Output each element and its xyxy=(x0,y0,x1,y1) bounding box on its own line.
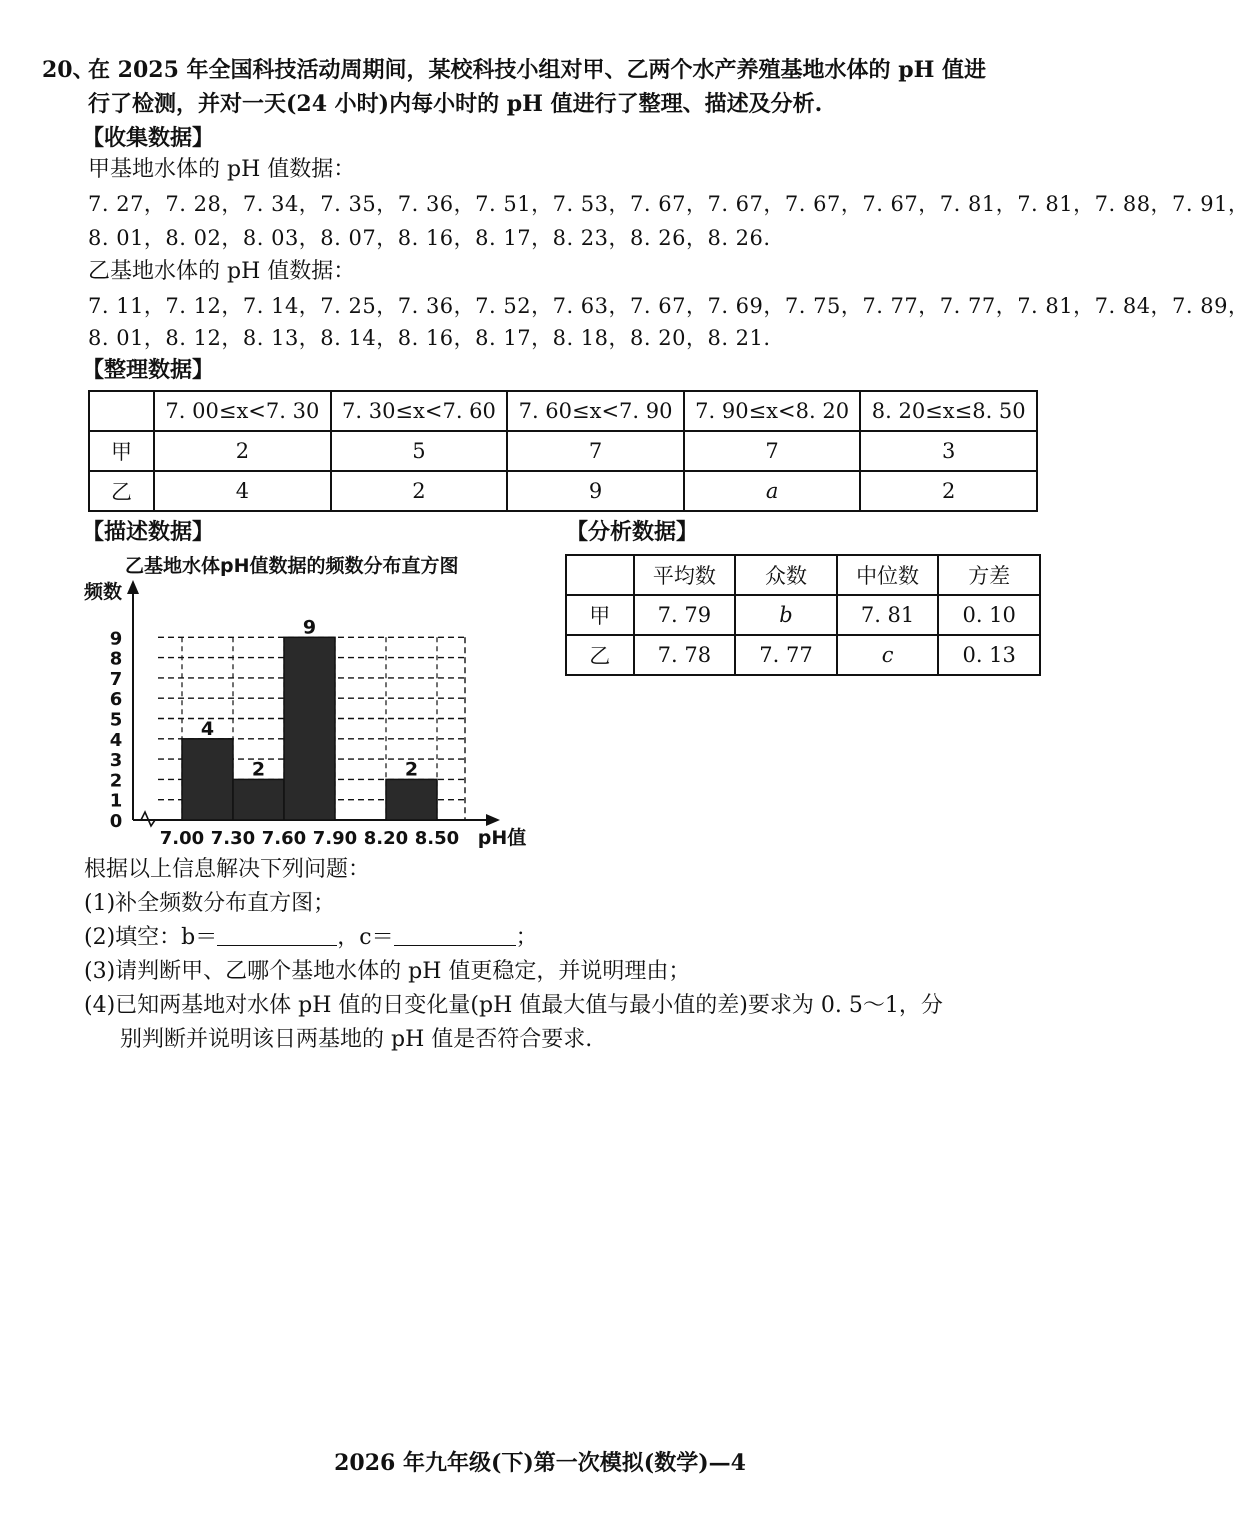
jia-data-line2: 8. 01，8. 02，8. 03，8. 07，8. 16，8. 17，8. 23，8. 26，8. 26. xyxy=(88,226,771,250)
page-footer: 2026 年九年级(下)第一次模拟(数学)—4 xyxy=(334,1450,746,1476)
problem-2-end: ； xyxy=(515,925,538,950)
y-tick-label: 8 xyxy=(109,648,123,670)
row-label: 甲 xyxy=(566,595,634,635)
problem-3: (3)请判断甲、乙哪个基地水体的 pH 值更稳定，并说明理由； xyxy=(84,959,691,984)
table-row xyxy=(566,595,1040,635)
question-intro-line1: 在 2025 年全国科技活动周期间，某校科技小组对甲、乙两个水产养殖基地水体的 pH 值进 xyxy=(88,57,987,83)
table-header-cell: 平均数 xyxy=(634,555,736,595)
y-tick-label: 4 xyxy=(109,729,123,751)
table-header-cell: 7. 30≤x<7. 60 xyxy=(331,391,508,431)
histogram-bar xyxy=(182,739,233,820)
table-cell: 7 xyxy=(684,431,861,471)
problem-2 xyxy=(84,922,538,954)
y-tick-label: 5 xyxy=(109,709,123,731)
jia-data-title: 甲基地水体的 pH 值数据： xyxy=(88,157,356,182)
yi-data-line2: 8. 01，8. 12，8. 13，8. 14，8. 16，8. 17，8. 18，8. 20，8. 21. xyxy=(88,326,771,350)
question-number: 20、 xyxy=(42,57,95,83)
table-cell: 4 xyxy=(154,471,331,511)
x-axis-arrow-icon xyxy=(486,814,500,826)
x-tick-label: 7.60 xyxy=(261,828,307,849)
statistics-table-header xyxy=(566,555,1040,595)
table-cell: a xyxy=(684,471,861,511)
y-tick-label: 6 xyxy=(109,689,123,711)
jia-data-line1: 7. 27，7. 28，7. 34，7. 35，7. 36，7. 51，7. 53，7. 67，7. 67，7. 67，7. 67，7. 81，7. 81，7. 88，7. 91， xyxy=(88,192,1250,216)
table-header-cell: 7. 90≤x<8. 20 xyxy=(684,391,861,431)
x-tick-label: 7.00 xyxy=(159,828,205,849)
chart-title: 乙基地水体pH值数据的频数分布直方图 xyxy=(125,555,459,577)
problem-2-prefix: (2)填空：b＝ xyxy=(84,925,218,950)
table-cell: 5 xyxy=(331,431,508,471)
x-tick-label: 8.20 xyxy=(363,828,409,849)
table-cell: 0. 10 xyxy=(938,595,1040,635)
y-tick-label: 1 xyxy=(109,790,123,812)
table-cell: 9 xyxy=(507,471,684,511)
x-tick-label: 8.50 xyxy=(414,828,460,849)
table-header-cell: 中位数 xyxy=(837,555,939,595)
y-tick-label: 3 xyxy=(109,750,123,772)
histogram-bar xyxy=(386,779,437,820)
bar-data-label: 2 xyxy=(251,758,266,781)
x-tick-label: 7.90 xyxy=(312,828,358,849)
row-label: 乙 xyxy=(566,635,634,675)
table-cell: 0. 13 xyxy=(938,635,1040,675)
table-cell: c xyxy=(837,635,939,675)
table-row xyxy=(566,635,1040,675)
y-axis-arrow-icon xyxy=(127,580,139,594)
x-axis-label: pH值 xyxy=(477,827,527,849)
bar-data-label: 4 xyxy=(200,717,215,740)
row-label: 乙 xyxy=(89,471,154,511)
histogram-chart xyxy=(80,548,540,858)
table-header-cell: 7. 60≤x<7. 90 xyxy=(507,391,684,431)
table-header-cell: 方差 xyxy=(938,555,1040,595)
table-cell: b xyxy=(735,595,837,635)
histogram-bar xyxy=(233,779,284,820)
table-header-cell: 众数 xyxy=(735,555,837,595)
table-header-cell: 8. 20≤x≤8. 50 xyxy=(860,391,1037,431)
y-tick-label: 9 xyxy=(109,628,123,650)
table-cell: 2 xyxy=(331,471,508,511)
table-cell: 2 xyxy=(860,471,1037,511)
answer-blank-b[interactable] xyxy=(217,923,337,946)
bar-data-label: 9 xyxy=(302,616,317,639)
table-cell: 7. 79 xyxy=(634,595,736,635)
table-row xyxy=(89,431,1037,471)
statistics-table xyxy=(565,554,1041,676)
table-cell: 7. 77 xyxy=(735,635,837,675)
table-corner-cell xyxy=(566,555,634,595)
row-label: 甲 xyxy=(89,431,154,471)
frequency-table-header xyxy=(89,391,1037,431)
collect-heading: 【收集数据】 xyxy=(82,125,215,151)
table-cell: 2 xyxy=(154,431,331,471)
problem-4-line1: (4)已知两基地对水体 pH 值的日变化量(pH 值最大值与最小值的差)要求为 0. 5～1，分 xyxy=(84,993,943,1018)
table-cell: 3 xyxy=(860,431,1037,471)
y-tick-label: 0 xyxy=(109,811,123,832)
table-row xyxy=(89,471,1037,511)
x-tick-label: 7.30 xyxy=(210,828,256,849)
table-cell: 7 xyxy=(507,431,684,471)
question-intro-line2: 行了检测，并对一天(24 小时)内每小时的 pH 值进行了整理、描述及分析. xyxy=(88,91,823,117)
frequency-table xyxy=(88,390,1038,512)
bar-data-label: 2 xyxy=(404,758,419,781)
y-tick-label: 2 xyxy=(109,770,123,792)
yi-data-line1: 7. 11，7. 12，7. 14，7. 25，7. 36，7. 52，7. 63，7. 67，7. 69，7. 75，7. 77，7. 77，7. 81，7. 84，7. 89， xyxy=(88,294,1250,318)
organize-heading: 【整理数据】 xyxy=(82,357,215,383)
problem-2-mid: ，c＝ xyxy=(337,925,394,950)
table-cell: 7. 78 xyxy=(634,635,736,675)
analyze-heading: 【分析数据】 xyxy=(566,519,699,545)
table-corner-cell xyxy=(89,391,154,431)
yi-data-title: 乙基地水体的 pH 值数据： xyxy=(88,259,356,284)
answer-blank-c[interactable] xyxy=(394,923,516,946)
problem-4-line2: 别判断并说明该日两基地的 pH 值是否符合要求. xyxy=(120,1027,593,1052)
problems-intro: 根据以上信息解决下列问题： xyxy=(84,857,371,882)
y-axis-label: 频数 xyxy=(84,581,123,603)
table-header-cell: 7. 00≤x<7. 30 xyxy=(154,391,331,431)
table-cell: 7. 81 xyxy=(837,595,939,635)
y-tick-label: 7 xyxy=(109,668,123,690)
histogram-bar xyxy=(284,637,335,820)
problem-1: (1)补全频数分布直方图； xyxy=(84,891,336,916)
describe-heading: 【描述数据】 xyxy=(82,519,215,545)
